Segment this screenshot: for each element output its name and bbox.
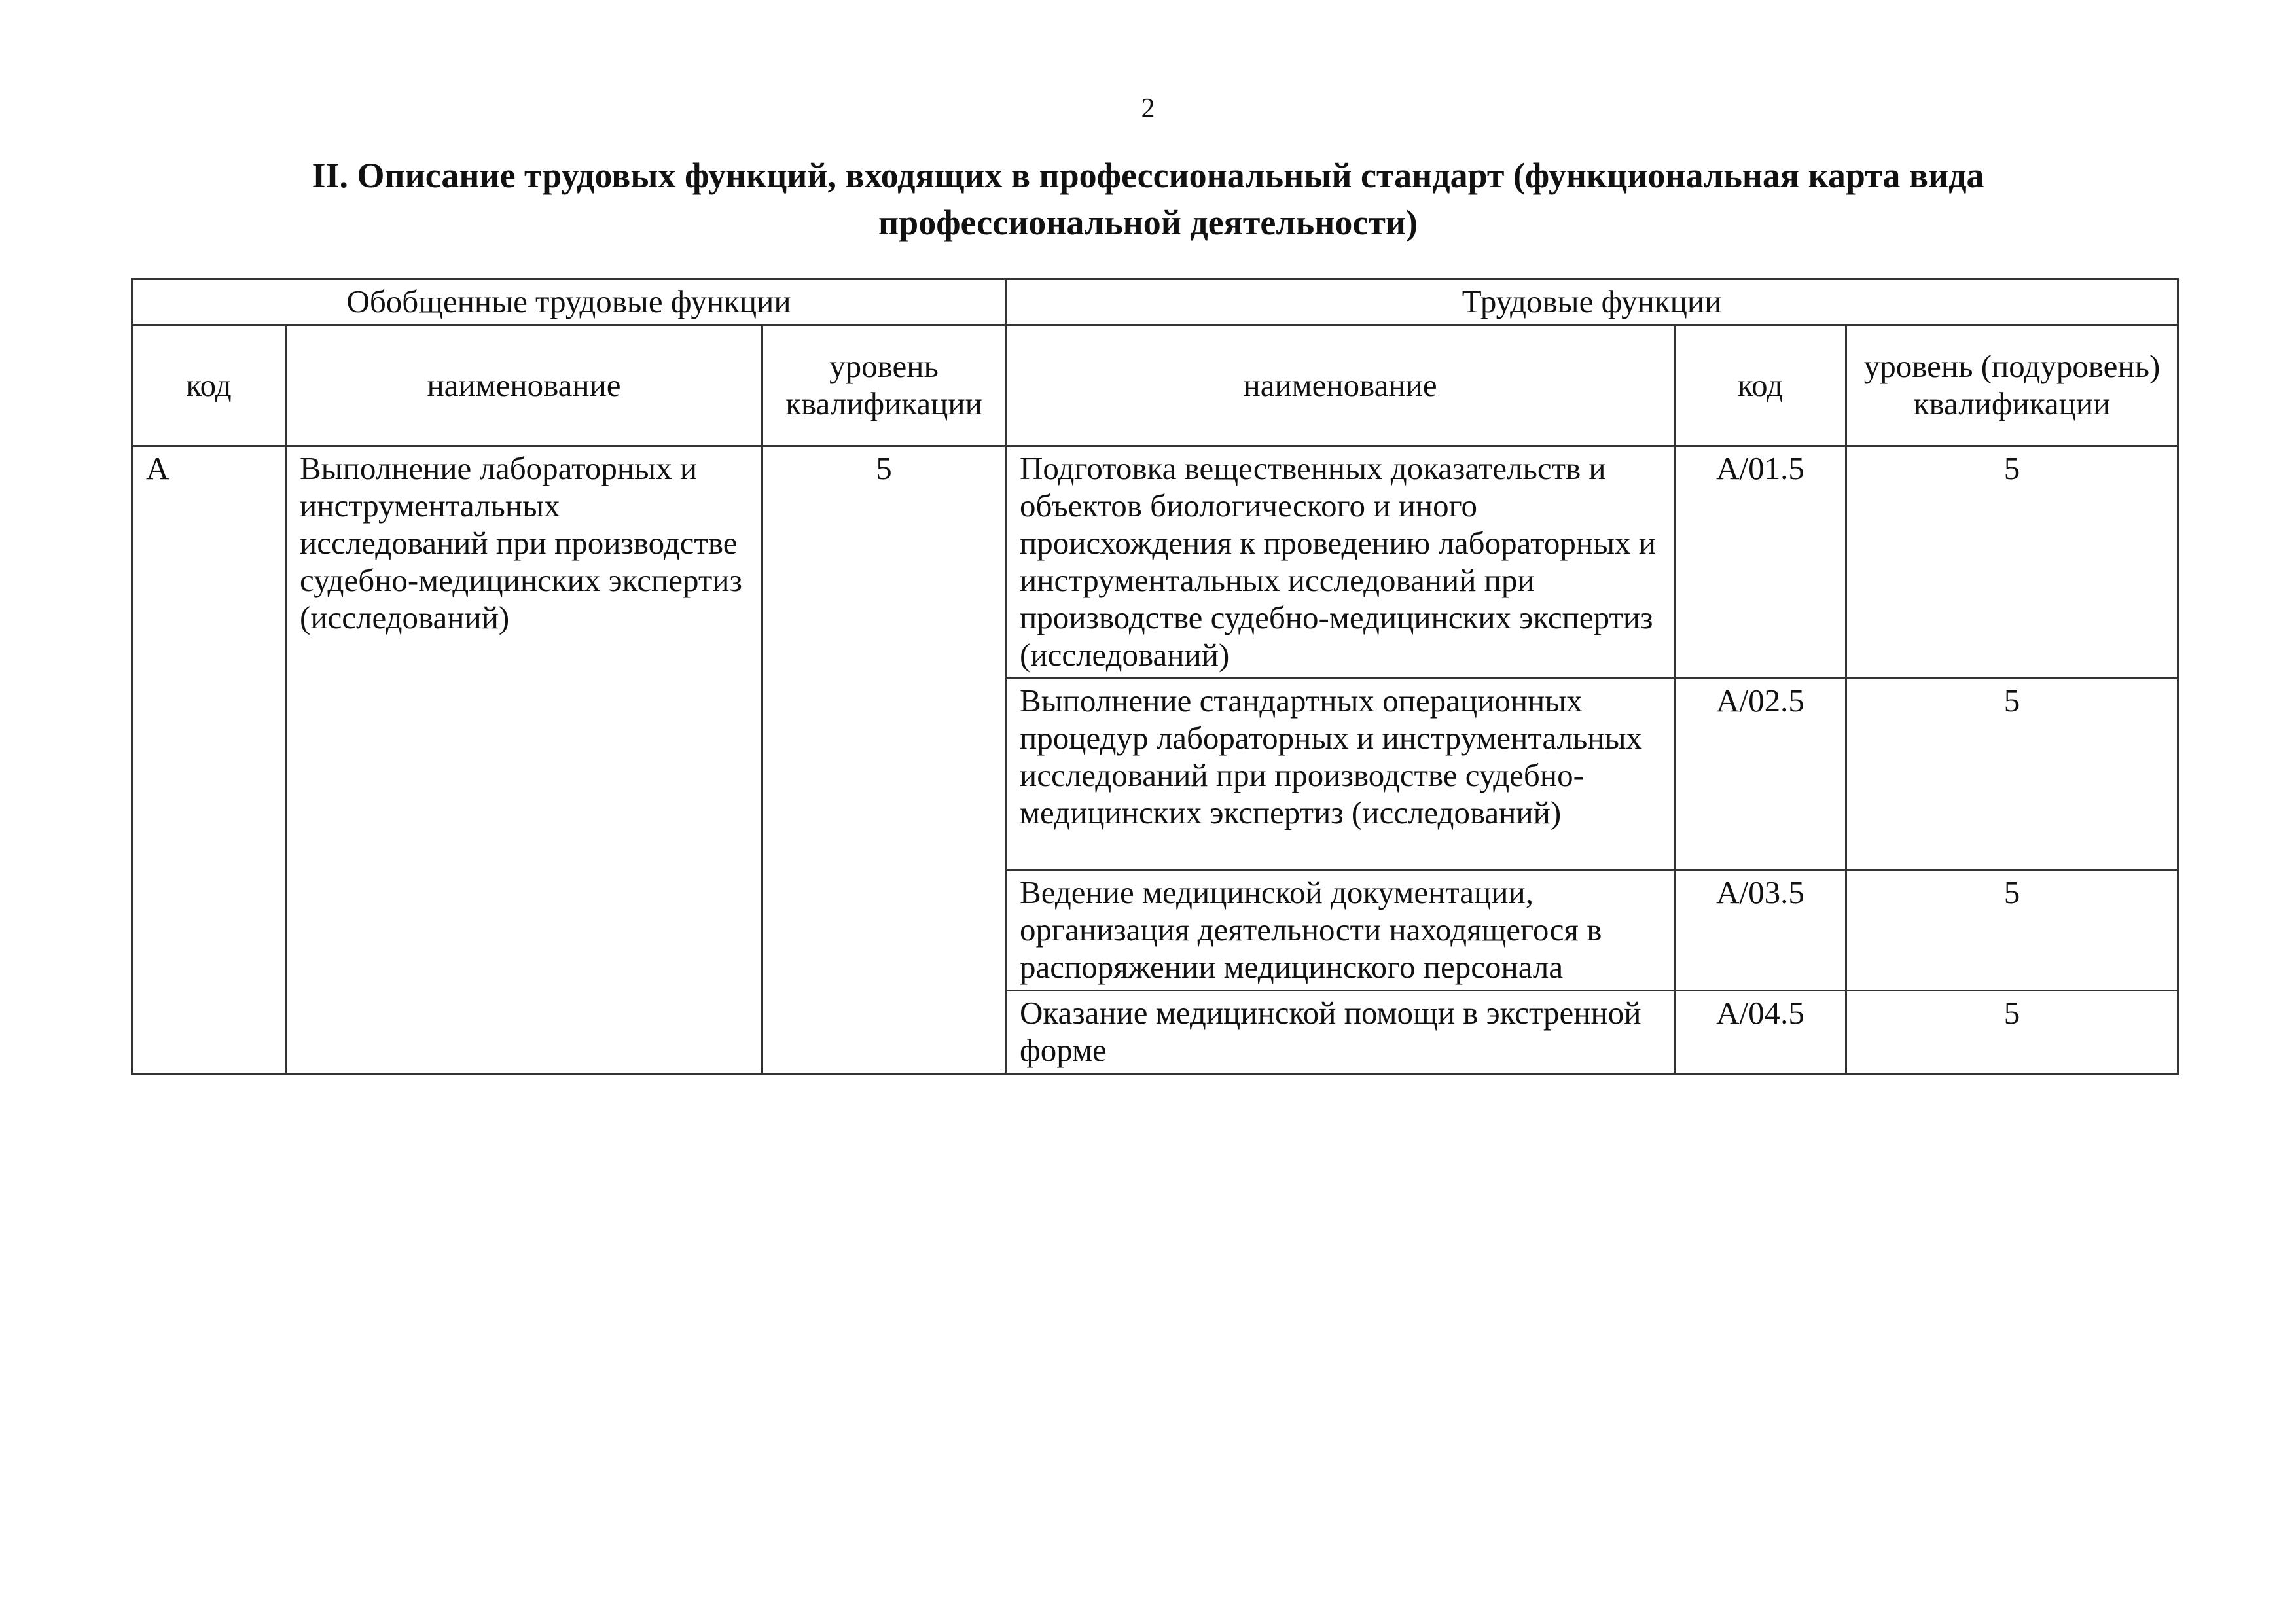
gen-level-cell: 5 xyxy=(762,446,1006,1074)
func-code-cell: A/02.5 xyxy=(1675,679,1846,870)
section-title: II. Описание трудовых функций, входящих в профессиональный стандарт (функциональная карта вида профессиональной деятельности) xyxy=(312,156,1984,242)
column-header-row xyxy=(132,325,2178,446)
func-name-cell: Выполнение стандартных операционных процедур лабораторных и инструментальных исследований при производстве судебно-медицинских экспертиз (исследований) xyxy=(1006,679,1675,870)
gen-name-cell: Выполнение лабораторных и инструментальных исследований при производстве судебно-медицинских экспертиз (исследований) xyxy=(286,446,762,1074)
func-name-cell: Оказание медицинской помощи в экстренной форме xyxy=(1006,991,1675,1074)
generalized-functions-header: Обобщенные трудовые функции xyxy=(132,279,1006,325)
func-name-header: наименование xyxy=(1006,325,1675,446)
labor-functions-header: Трудовые функции xyxy=(1006,279,2178,325)
func-name-cell: Ведение медицинской документации, организация деятельности находящегося в распоряжении медицинского персонала xyxy=(1006,870,1675,991)
gen-name-header: наименование xyxy=(286,325,762,446)
functional-map-table xyxy=(131,278,2179,1075)
gen-code-header: код xyxy=(132,325,286,446)
group-header-row xyxy=(132,279,2178,325)
func-level-header: уровень (подуровень) квалификации xyxy=(1846,325,2178,446)
gen-level-header: уровень квалификации xyxy=(762,325,1006,446)
func-code-header: код xyxy=(1675,325,1846,446)
func-level-cell: 5 xyxy=(1846,991,2178,1074)
table-row xyxy=(132,446,2178,679)
func-level-cell: 5 xyxy=(1846,870,2178,991)
func-name-cell: Подготовка вещественных доказательств и объектов биологического и иного происхождения к проведению лабораторных и инструментальных исследований при производстве судебно-медицинских экспертиз (исследований) xyxy=(1006,446,1675,679)
func-code-cell: A/04.5 xyxy=(1675,991,1846,1074)
func-level-cell: 5 xyxy=(1846,446,2178,679)
func-code-cell: A/03.5 xyxy=(1675,870,1846,991)
page-number: 2 xyxy=(1141,94,1155,124)
func-level-cell: 5 xyxy=(1846,679,2178,870)
gen-code-cell: А xyxy=(132,446,286,1074)
func-code-cell: A/01.5 xyxy=(1675,446,1846,679)
